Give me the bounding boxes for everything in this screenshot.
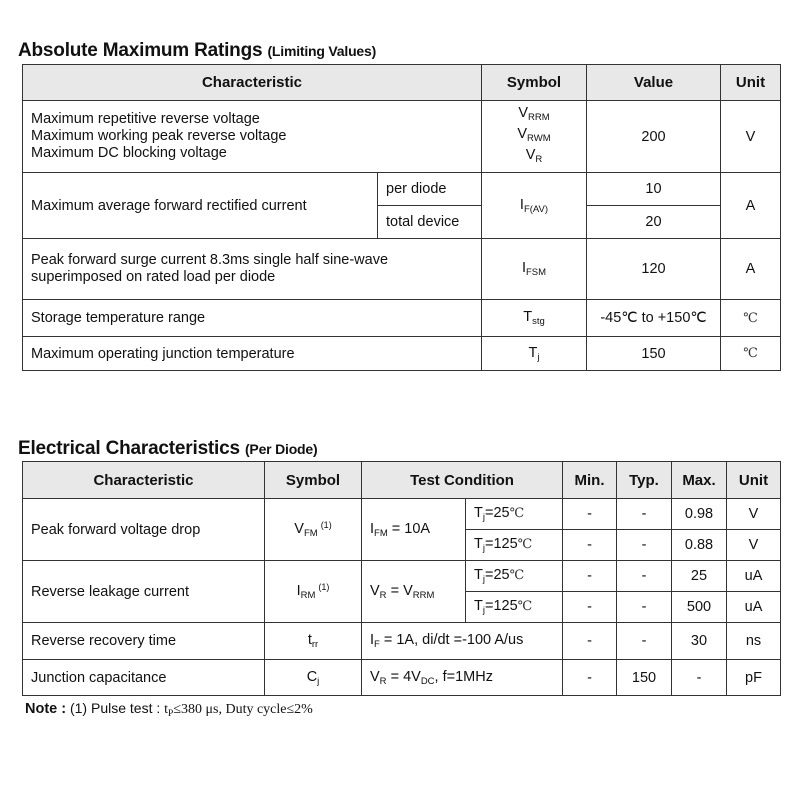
unit-cell: A [721,239,781,300]
note-detail: $t_P\le 380$ μs, Duty cycle≤2% [164,702,313,719]
min-cell: - [563,660,617,696]
characteristic-cell: Peak forward voltage drop [23,499,265,561]
unit-cell: uA [727,561,781,592]
unit-cell: V [721,101,781,173]
typ-cell: - [617,623,672,660]
value-cell: 200 [587,101,721,173]
value-cell: -45℃ to +150℃ [587,300,721,337]
table-row [23,300,781,337]
characteristic-cell: Storage temperature range [23,300,482,337]
characteristic-cell [23,101,482,173]
sub-label-cell: per diode [378,173,482,206]
sub-label-cell: total device [378,206,482,239]
typ-cell: - [617,499,672,530]
abs-max-title-text: Absolute Maximum Ratings [18,40,263,61]
typ-cell: 150 [617,660,672,696]
characteristic-line: Maximum working peak reverse voltage [31,128,287,144]
symbol-vrwm: $V_{RWM}$ [517,126,551,144]
min-cell: - [563,561,617,592]
elec-title [18,438,317,460]
unit-cell: ℃ [721,337,781,371]
symbol-cell: $T_{stg}$ [482,300,587,337]
header-symbol: Symbol [265,462,362,499]
characteristic-line: Maximum repetitive reverse voltage [31,111,260,127]
unit-cell: ns [727,623,781,660]
table-row [23,561,781,592]
characteristic-cell: Maximum operating junction temperature [23,337,482,371]
min-cell: - [563,530,617,561]
symbol-cell: $I_{F(AV)}$ [482,173,587,239]
typ-cell: - [617,592,672,623]
characteristic-line: Peak forward surge current 8.3ms single half sine-wave [31,252,389,268]
unit-cell: V [727,530,781,561]
symbol-cell: $t_{rr}$ [265,623,362,660]
header-test-condition: Test Condition [362,462,563,499]
characteristic-cell: Junction capacitance [23,660,265,696]
header-max: Max. [672,462,727,499]
symbol-cell: $T_j$ [482,337,587,371]
temp-condition-cell: $T_j=125℃$ [466,592,563,623]
symbol-cell: $C_j$ [265,660,362,696]
max-cell: 25 [672,561,727,592]
characteristic-line: superimposed on rated load per diode [31,269,276,285]
typ-cell: - [617,561,672,592]
min-cell: - [563,592,617,623]
unit-cell: A [721,173,781,239]
symbol-cell [482,101,587,173]
temp-condition-cell: $T_j=125℃$ [466,530,563,561]
header-unit: Unit [721,65,781,101]
condition-cell: $V_R = 4V_{DC}$, f=1MHz [362,660,563,696]
header-characteristic: Characteristic [23,462,265,499]
max-cell: 0.98 [672,499,727,530]
max-cell: - [672,660,727,696]
elec-subtitle: (Per Diode) [244,441,318,457]
temp-condition-cell: $T_j=25℃$ [466,499,563,530]
temp-condition-cell: $T_j=25℃$ [466,561,563,592]
note-label: Note : [25,701,67,717]
header-symbol: Symbol [482,65,587,101]
header-characteristic: Characteristic [23,65,482,101]
table-row [23,623,781,660]
elec-title-text: Electrical Characteristics [18,438,240,459]
value-cell: 20 [587,206,721,239]
condition-cell: $I_F = 1A$, di/dt =-100 A/us [362,623,563,660]
max-cell: 0.88 [672,530,727,561]
table-row [23,337,781,371]
table-row [23,499,781,530]
table-row [23,101,781,173]
characteristic-cell [23,239,482,300]
table-row [23,660,781,696]
value-cell: 150 [587,337,721,371]
characteristic-cell: Reverse recovery time [23,623,265,660]
characteristic-line: Maximum DC blocking voltage [31,145,227,161]
max-cell: 30 [672,623,727,660]
abs-max-subtitle: (Limiting Values) [267,43,377,59]
min-cell: - [563,499,617,530]
symbol-vr: $V_R$ [525,147,543,165]
symbol-cell: $I_{RM}^{(1)}$ [265,561,362,623]
unit-cell: pF [727,660,781,696]
note-text: (1) Pulse test : [69,700,161,716]
characteristic-cell: Reverse leakage current [23,561,265,623]
table-header-row [23,462,781,499]
symbol-cell: $V_{FM}^{(1)}$ [265,499,362,561]
min-cell: - [563,623,617,660]
characteristic-cell: Maximum average forward rectified current [23,173,378,239]
value-cell: 10 [587,173,721,206]
value-cell: 120 [587,239,721,300]
header-value: Value [587,65,721,101]
footnote [25,700,313,719]
header-min: Min. [563,462,617,499]
abs-max-title [18,40,376,62]
unit-cell: uA [727,592,781,623]
typ-cell: - [617,530,672,561]
header-typ: Typ. [617,462,672,499]
max-cell: 500 [672,592,727,623]
table-row [23,173,781,206]
unit-cell: ℃ [721,300,781,337]
table-header-row [23,65,781,101]
unit-cell: V [727,499,781,530]
abs-max-table [22,64,781,371]
elec-table [22,461,781,696]
condition-cell: $I_{FM} = 10A$ [362,499,466,561]
symbol-cell: $I_{FSM}$ [482,239,587,300]
condition-cell: $V_R = V_{RRM}$ [362,561,466,623]
symbol-vrrm: $V_{RRM}$ [518,105,550,123]
table-row [23,239,781,300]
header-unit: Unit [727,462,781,499]
